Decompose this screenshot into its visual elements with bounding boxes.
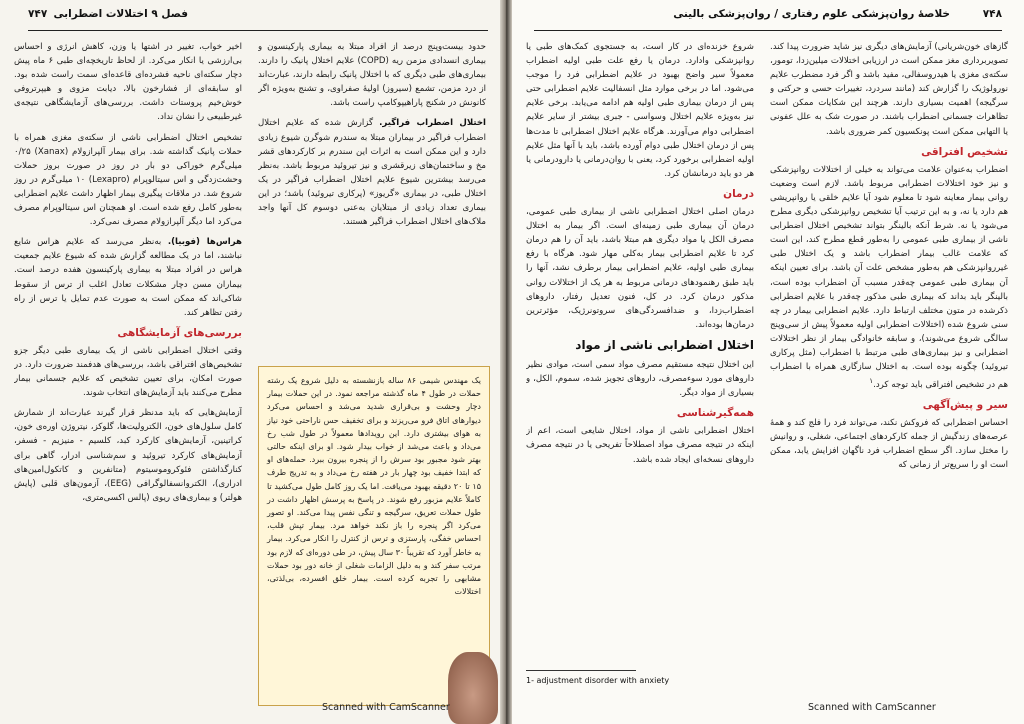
- left-intro-paragraph: حدود بیست‌وپنج درصد از افراد مبتلا به بیماری پارکینسون و بیماری انسدادی مزمن ریه (COPD) علایم اختلال پانیک را دارند. بیماری‌های طبی دیگری که با اختلال پانیک رابطه دارند، عبارت‌اند از درد مزمن، تشمع (سیروز) اولیهٔ صفراوی، و تشنج به‌ویژه اگر کانونش در شکنج پاراهیپوکامپ راست باشد.: [258, 42, 486, 109]
- lab-paragraph-2: آزمایش‌هایی که باید مدنظر قرار گیرند عبارت‌اند از شمارش کامل سلول‌های خون، الکترولیت‌ها، گلوکز، نیتروژن اوره‌ی خون، کراتینین، آزمایش‌های کارکرد کبد، کلسیم - منیزیم - فسفر، آزمایش‌های کارکرد تیروئید و سم‌شناسی ادرار، گاهی برای کنارگذاشتن فئوکروموسیتوم (متانفرین و کاتکول‌امین‌های ادراری)، الکتروانسفالوگرافی (EEG)، آزمون‌های قلبی (پایش هولتر) و بیماری‌های ریوی (پالس اکسی‌متری،: [14, 408, 242, 503]
- left-left-column: [14, 40, 242, 690]
- right-header-title: خلاصهٔ روان‌پزشکی علوم رفتاری / روان‌پزشکی بالینی: [673, 8, 950, 20]
- differential-heading: تشخیص افتراقی: [921, 145, 1008, 158]
- substance-heading: اختلال اضطرابی ناشی از مواد: [575, 337, 754, 352]
- differential-paragraph: [770, 163, 1008, 392]
- case-report-text: یک مهندس شیمی ۸۶ ساله بازنشسته به دلیل شروع یک رشته حملات در طول ۴ ماه گذشته مراجعه نمود. در این حملات بیمار دچار وحشت و بی‌قراری شدید می‌شد و احساس می‌کرد دیوارهای اتاق فرو می‌ریزند و برای تخفیف حس ناراحتی خود نیاز به هوای بیشتری دارد. این رویدادها معمولاً در طول شب رخ می‌داد و باعث می‌شد از خواب بیدار شود. او برای اینکه حالتی بهتر شود مجبور بود سرش را از پنجره بیرون ببرد. حمله‌های او که ابتدا خفیف بود چهار بار در هفته رخ می‌داد و به تدریج طرف ۱۵ تا ۲۰ دقیقه بهبود می‌یافت. اما یک روز کامل طول می‌کشید تا کاملاً علایم مزبور رفع شوند. در پاسخ به پرسش اظهار داشت در طول حملات تعریق، سرگیجه و تنگی نفس پیدا می‌کند. او تصور می‌کرد اگر پنجره را باز نکند خواهد مرد. بیمار تپش قلب، احساس خفگی، پارستزی و ترس از کنترل را انکار می‌کرد. بیمار به خاطر آورد که تقریباً ۳۰ سال پیش، در طی دوره‌ای که لازم بود مرتب سفر کند و به دلیل الزامات شغلی از خانه دور بود حملات مشابهی را تجربه کرده است. بیمار خلق افسرده، بی‌لذتی، اختلالات: [267, 376, 482, 597]
- course-paragraph: احساس اضطرابی که فروکش نکند، می‌تواند فرد را فلج کند و همهٔ عرصه‌های زندگیش از جمله کارکردهای اجتماعی، شغلی، و روانیش را مختل سازد. اگر سطح اضطراب فرد ناگهان افزایش یابد، ممکن است او را سریع‌تر از زمانی که: [770, 418, 1008, 471]
- treatment-paragraph: درمان اصلی اختلال اضطرابی ناشی از بیماری طبی عمومی، درمان آن بیماری طبی زمینه‌ای است. اگر بیمار به اختلال مصرف الکل یا مواد دیگری هم مبتلا باشد، باید آن را هم درمان کرد تا علایم اضطرابی بیمار به‌کلی مهار شود. هرگاه با رفع بیماری طبی اولیه، علایم اضطرابی بیمار برطرف نشد، آنها را باید طبق رهنمودهای درمانی مربوط به هر یک از اختلالات روانی مذکور درمان کرد. در کل، فنون تعدیل رفتار، داروهای اضطراب‌زدا، و ضدافسردگی‌های سروتونرژیک، مؤثرترین درمان‌ها بوده‌اند.: [526, 207, 754, 330]
- lab-paragraph-1: وقتی اختلال اضطرابی ناشی از یک بیماری طبی دیگر جزو تشخیص‌های افتراقی باشد، بررسی‌های هدفمند ضرورت دارد. در صورت امکان، برای تعیین تشخیص که علایم جسمانی بیمار مطرح می‌کنند باید آزمایش‌های انتخاب شوند.: [14, 345, 242, 399]
- labs-continuation: گازهای خون‌شریانی) آزمایش‌های دیگری نیز شاید ضرورت پیدا کند. تصویربرداری مغز ممکن است در ارزیابی اختلالات میلین‌زدا، تومور، سکته‌ی مغزی یا هیدروسفالی، مفید باشد و اگر فرد مضطرب علایم نورولوژیک را گزارش کند (مانند سردرد، تغییرات حسی و حرکتی و سرگیجه) اهمیت بسیاری دارند. هرچند این شکایات ممکن است تظاهرات جسمانی اضطراب باشند. در صورت شک به علل عفونی یا التهابی ممکن است پونکسیون کمر ضروری باشد.: [770, 42, 1008, 137]
- left-page-number: ۷۴۷: [28, 8, 48, 20]
- right-right-column: [770, 40, 1008, 695]
- phobia-runin: هراس‌ها (فوبیا).: [167, 237, 242, 248]
- gad-paragraph: [258, 116, 486, 229]
- case-diagnosis: تشخیص اختلال اضطرابی ناشی از سکته‌ی مغزی همراه با حملات پانیک گذاشته شد. برای بیمار آلپرازولام (Xanax) ۰/۲۵ میلی‌گرم خوراکی دو بار در روز در صورت بروز حملات وحشت‌زدگی و اس سیتالوپرام (Lexapro) ۱۰ میلی‌گرم در روز شروع شد. در ملاقات پیگیری بیمار اظهار داشت علایم اضطرابی به‌طور کامل رفع شده است. او همچنان اس سیتالوپرام مصرف می‌کرد اما دیگر آلپرازولام مصرف نمی‌کرد.: [14, 132, 242, 228]
- course-continuation: شروع خزنده‌ای در کار است، به جستجوی کمک‌های طبی یا روانپزشکی وادارد. درمان یا رفع علت طبی اولیه اضطراب معمولاً سیر واضح بهبود در علایم اضطرابی فرد را موجب می‌شود. اما در برخی موارد مثل انسفالیت علایم اضطرابی حتی پس از درمان بیماری طبی اولیه هم ادامه می‌یابد. برخی علایم نیز به‌ویژه علایم اختلال وسواسی - جبری بیشتر از سایر علایم اضطرابی دوام می‌آورند. هرگاه علایم اختلال اضطرابی تا مدت‌ها پس از درمان اختلال طبی دوام آورده باشد، باید با آنها مثل علایم اولیه اضطرابی برخورد کرد، یعنی با روان‌درمانی یا دارودرمانی یا هر دو باید درمانشان کرد.: [526, 42, 754, 179]
- treatment-heading: درمان: [723, 187, 754, 200]
- right-page: [512, 0, 1024, 724]
- phobia-text: به‌نظر می‌رسد که علایم هراس شایع نباشند، اما در یک مطالعه گزارش شده که شیوع علایم جمعیت هراس در افراد مبتلا به بیماری پارکینسون هفده درصد است. بیماران مسن دچار مشکلات تعادل اغلب از ترس از سقوط شاکی‌اند که ممکن است به صورت عدم تمایل یا ترس از راه رفتن تظاهر کند.: [14, 237, 242, 318]
- gad-runin: اختلال اضطراب فراگیر.: [379, 118, 486, 129]
- differential-footnote-mark: ۱: [869, 376, 874, 386]
- case-continuation: اخیر خواب، تغییر در اشتها یا وزن، کاهش انرژی و احساس بی‌ارزشی یا انکار می‌کرد. از لحاظ تاریخچه‌ای طبی ۶ ماه پیش دچار سکته‌ای ناحیه فشرده‌ای قاعده‌ای سمت راست شده بود. او سابقه‌ای از فشارخون بالا، دیابت مزوی و هیپرتروفی خوش‌خیم پروستات داشت. بررسی‌های آزمایشگاهی نتیجه‌ی غیرطبیعی را نشان نداد.: [14, 42, 242, 123]
- footnote: 1- adjustment disorder with anxiety: [526, 676, 670, 685]
- right-left-column: [526, 40, 754, 668]
- gad-text: گزارش شده که علایم اختلال اضطراب فراگیر در بیماران مبتلا به سندرم شوگرن شیوع زیادی دارد و این ممکن است به اثرات این سندرم بر کارکردهای قشر مخ و ساختمان‌های زیرقشری و نیز تیروئید مربوط باشد. به‌نظر می‌رسد بیشترین شیوع علایم اختلال اضطراب فراگیر در یک اختلال طبی، در بیماری «گریوز» (پرکاری تیروئید) باشد؛ در این بیماری تعداد زیادی از مبتلایان به‌عنی دوسوم کل آنها واجد ملاک‌های اختلال اضطراب فراگیر هستند.: [258, 118, 486, 228]
- left-header-chapter: فصل ۹ اختلالات اضطرابی: [53, 8, 188, 20]
- left-page: [0, 0, 500, 724]
- epidemiology-paragraph: اختلال اضطرابی ناشی از مواد، اختلال شایعی است، اعم از اینکه در نتیجه مصرف مواد اصطلاحاً تفریحی یا در نتیجه مصرف داروهای نسخه‌ای ایجاد شده باشد.: [526, 426, 754, 465]
- book-gutter: [500, 0, 512, 724]
- footnote-rule: [526, 670, 636, 671]
- right-page-number: ۷۴۸: [982, 8, 1002, 20]
- right-header-rule: [534, 30, 1002, 31]
- right-scanner-watermark: Scanned with CamScanner: [808, 702, 936, 713]
- scanner-thumb: [448, 652, 498, 724]
- substance-paragraph: این اختلال نتیجه مستقیم مصرف مواد سمی است، موادی نظیر داروهای مورد سوءمصرف، داروهای تجویز شده، سموم، الکل، و بسیاری از مواد دیگر.: [526, 359, 754, 399]
- left-scanner-watermark: Scanned with CamScanner: [322, 702, 450, 713]
- left-right-column: [258, 40, 486, 362]
- differential-text: اضطراب به‌عنوان علامت می‌تواند به خیلی از اختلالات روانپزشکی و نیز خود اختلالات اضطرابی مربوط باشد. لازم است وضعیت روانی بیمار معاینه شود تا معلوم شود آیا علایم خلقی یا روانپریشی هم دارد یا نه، و به این ترتیب آیا تشخیص روانپزشکی دیگری مطرح می‌شود یا نه. شرط آنکه بالینگر بتواند تشخیص اختلال اضطرابی ناشی از بیماری طبی عمومی را به‌طور قطع مطرح کند، این است که علامت غالب بیمار اضطراب باشد و یک اختلال طبی غیرروانپزشکی هم به‌طور مشخص علت آن باشد. برای تعیین اینکه آن بیماری طبی عمومی چه‌قدر مسبب آن اضطراب بوده است، بالینگر باید بداند که بیماری طبی مذکور چه‌قدر با علایم اضطرابی ذکرشده در متون مختلف ارتباط دارد. علایم اضطرابی بیمار در چه سنی شروع شده (اختلالات اضطرابی اولیه معمولاً پیش از سی‌وپنج سالگی شروع می‌شوند)، و سابقه خانوادگی بیمار از نظر اختلالات اضطرابی و نیز بیماری‌های طبی مرتبط با اضطراب (مثل پرکاری تیروئید) چگونه بوده است. به اختلال سازگاری همراه با اضطراب هم در تشخیص افتراقی باید توجه کرد.: [770, 164, 1008, 391]
- left-header-rule: [28, 30, 488, 31]
- epidemiology-heading: همه‌گیرشناسی: [676, 407, 754, 420]
- phobia-paragraph: [14, 235, 242, 320]
- case-report-box: [258, 366, 490, 706]
- course-heading: سیر و پیش‌آگهی: [922, 399, 1008, 412]
- lab-heading: بررسی‌های آزمایشگاهی: [117, 326, 242, 339]
